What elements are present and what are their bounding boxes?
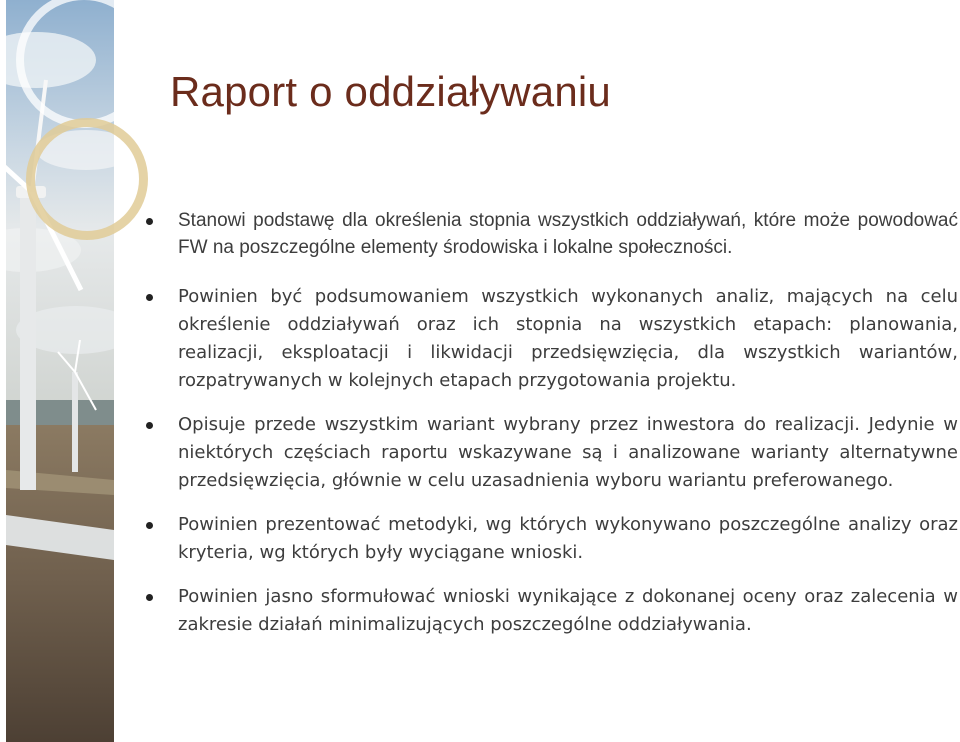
bullet-item: Powinien jasno sformułować wnioski wynikające z dokonanej oceny oraz zalecenia w zakresie działań minimalizujących poszczególne oddziaływania.	[178, 583, 958, 639]
slide-title: Raport o oddziaływaniu	[170, 68, 611, 115]
wind-turbine-photo	[6, 0, 114, 742]
bullet-item: Stanowi podstawę dla określenia stopnia wszystkich oddziaływań, które może powodować FW na poszczególne elementy środowiska i lokalne społeczności.	[178, 207, 958, 261]
bullet-item: Powinien prezentować metodyki, wg których wykonywano poszczególne analizy oraz kryteria, wg których były wyciągane wnioski.	[178, 511, 958, 567]
bullet-item: Opisuje przede wszystkim wariant wybrany przez inwestora do realizacji. Jedynie w niektórych częściach raportu wskazywane są i analizowane warianty alternatywne przedsięwzięcia, głównie w celu uzasadnienia wyboru wariantu preferowanego.	[178, 411, 958, 495]
bullet-item: Powinien być podsumowaniem wszystkich wykonanych analiz, mających na celu określenie oddziaływań oraz ich stopnia na wszystkich etapach: planowania, realizacji, eksploatacji i likwidacji przedsięwzięcia, dla wszystkich wariantów, rozpatrywanych w kolejnych etapach przygotowania projektu.	[178, 283, 958, 395]
wind-turbine-photo-graphic	[6, 0, 114, 742]
bullet-list	[178, 207, 958, 639]
